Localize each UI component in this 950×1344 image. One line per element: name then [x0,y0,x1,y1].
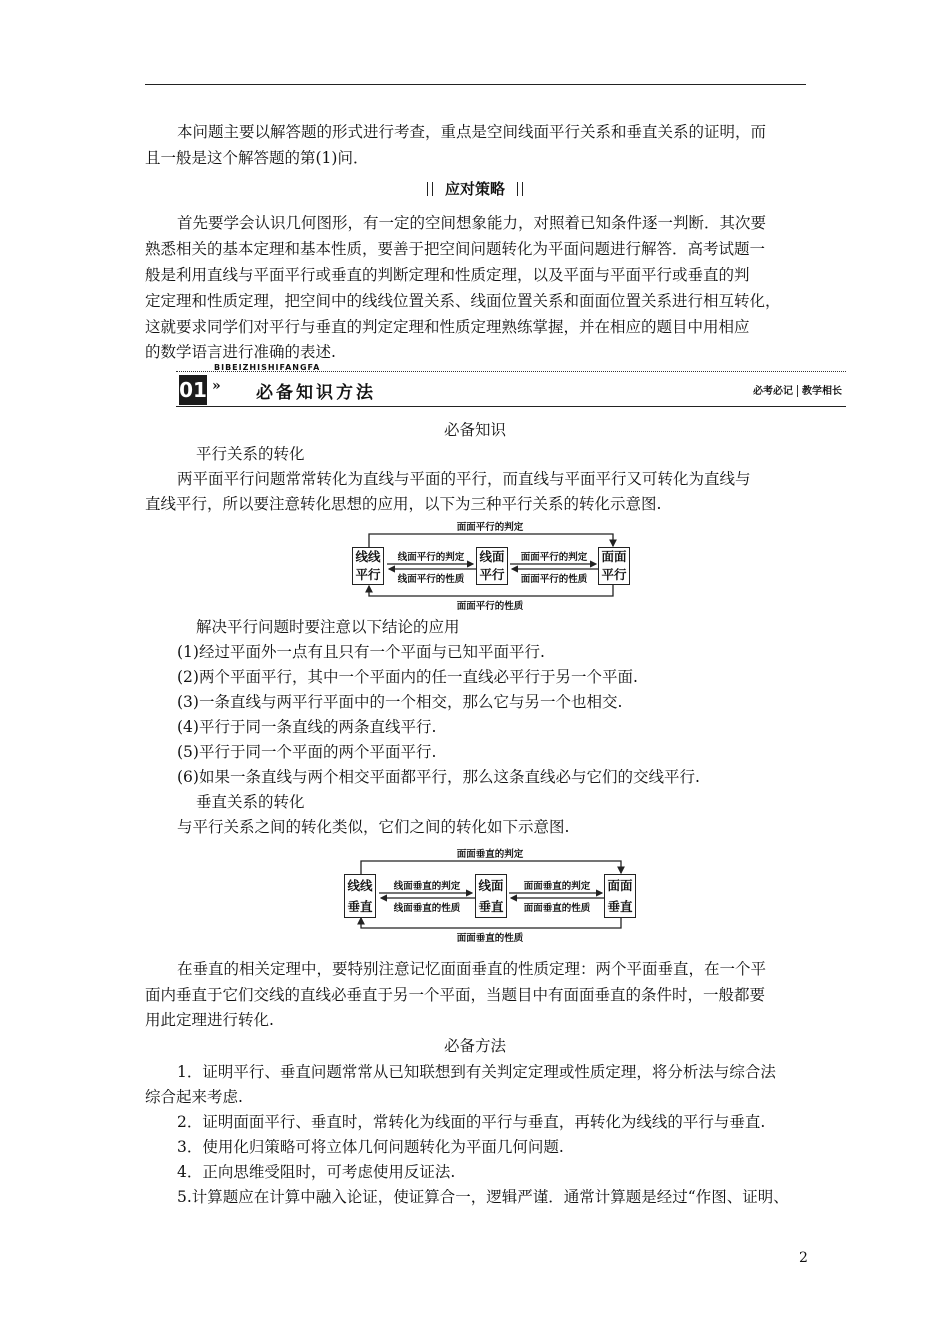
arrow-label: 面面平行的性质 [520,574,588,585]
diagram-box-plane-plane [604,874,636,918]
parallel-title: 平行关系的转化 [196,445,305,463]
strategy-line: 熟悉相关的基本定理和基本性质，要善于把空间问题转化为平面问题进行解答．高考试题一 [145,240,766,258]
strategy-line: 首先要学会认识几何图形，有一定的空间想象能力，对照着已知条件逐一判断．其次要 [177,214,767,232]
chevron-icon: » [212,378,221,394]
diagram-box-line-line [352,547,384,585]
banner-tag-left: 必考必记 [753,386,793,397]
parallel-diagram [340,519,640,612]
box-text: 线面 [479,549,505,564]
parallel-line-2: 直线平行，所以要注意转化思想的应用，以下为三种平行关系的转化示意图. [145,495,662,513]
box-text: 线线 [347,878,373,893]
arrow-label: 线面垂直的判定 [393,881,461,892]
perp-note-line: 面内垂直于它们交线的直线必垂直于另一个平面，当题目中有面面垂直的条件时，一般都要 [145,986,766,1004]
box-text: 面面 [607,878,633,893]
diagram-top-label: 面面平行的判定 [456,522,524,533]
diagram-bottom-label: 面面垂直的性质 [456,933,524,944]
arrow-label: 面面平行的判定 [520,552,588,563]
method-item: 5.计算题应在计算中融入论证，使证算合一，逻辑严谨．通常计算题是经过“作图、证明、 [177,1188,789,1206]
strategy-line: 的数学语言进行准确的表述. [145,343,336,361]
diagram-bottom-label: 面面平行的性质 [456,601,524,612]
page-number: 2 [799,1250,808,1266]
header-rule [145,84,806,85]
method-item: 综合起来考虑. [145,1088,243,1106]
box-text: 垂直 [347,899,373,914]
box-text: 平行 [479,567,505,582]
method-item: 3．使用化归策略可将立体几何问题转化为平面几何问题. [177,1138,564,1156]
strategy-heading-text: 应对策略 [444,180,505,198]
method-item: 1．证明平行、垂直问题常常从已知联想到有关判定定理或性质定理，将分析法与综合法 [177,1063,776,1081]
conclusions-intro: 解决平行问题时要注意以下结论的应用 [196,618,460,636]
box-text: 线线 [355,549,381,564]
arrow-label: 线面平行的性质 [397,574,465,585]
banner-title: 必备知识方法 [256,383,376,403]
banner-tags [753,382,842,397]
section-banner [176,363,846,408]
diagram-top-label: 面面垂直的判定 [456,849,524,860]
heading-bars-icon [427,182,433,196]
intro-line-1: 本问题主要以解答题的形式进行考查，重点是空间线面平行关系和垂直关系的证明，而 [177,123,767,141]
banner-underline [176,406,846,407]
diagram-box-plane-plane [598,547,630,585]
strategy-line: 这就要求同学们对平行与垂直的判定定理和性质定理熟练掌握，并在相应的题目中用相应 [145,318,750,336]
banner-tag-right: 教学相长 [802,386,842,397]
banner-number: 01 [179,375,207,405]
method-item: 4．正向思维受阻时，可考虑使用反证法. [177,1163,456,1181]
conclusion-item: (6)如果一条直线与两个相交平面都平行，那么这条直线必与它们的交线平行. [177,768,700,786]
diagram-box-line-plane [476,547,508,585]
strategy-line: 定定理和性质定理，把空间中的线线位置关系、线面位置关系和面面位置关系进行相互转化， [145,292,781,310]
conclusion-item: (4)平行于同一条直线的两条直线平行. [177,718,437,736]
arrow-label: 面面垂直的判定 [523,881,591,892]
conclusion-item: (2)两个平面平行，其中一个平面内的任一直线必平行于另一个平面. [177,668,638,686]
heading-bars-icon [517,182,523,196]
conclusion-item: (3)一条直线与两平行平面中的一个相交，那么它与另一个也相交. [177,693,623,711]
box-text: 平行 [355,567,381,582]
arrow-label: 线面平行的判定 [397,552,465,563]
methods-heading: 必备方法 [443,1037,506,1055]
banner-separator [797,385,798,397]
box-text: 面面 [601,549,627,564]
conclusion-item: (1)经过平面外一点有且只有一个平面与已知平面平行. [177,643,545,661]
box-text: 垂直 [607,899,633,914]
method-item: 2．证明面面平行、垂直时，常转化为线面的平行与垂直，再转化为线线的平行与垂直. [177,1113,766,1131]
box-text: 线面 [478,878,504,893]
strategy-heading [0,178,950,199]
box-text: 平行 [601,567,627,582]
box-text: 垂直 [478,899,504,914]
perpendicular-diagram [338,844,638,944]
perp-note-line: 在垂直的相关定理中，要特别注意记忆面面垂直的性质定理：两个平面垂直，在一个平 [177,960,767,978]
arrow-label: 线面垂直的性质 [393,903,461,914]
intro-line-2: 且一般是这个解答题的第(1)问． [145,149,369,167]
parallel-line-1: 两平面平行问题常常转化为直线与平面的平行，而直线与平面平行又可转化为直线与 [177,470,751,488]
banner-pinyin: BIBEIZHISHIFANGFA [214,363,321,372]
conclusion-item: (5)平行于同一个平面的两个平面平行. [177,743,437,761]
knowledge-heading: 必备知识 [443,421,506,439]
diagram-box-line-plane [475,874,507,918]
perp-note-line: 用此定理进行转化. [145,1011,274,1029]
perp-line: 与平行关系之间的转化类似，它们之间的转化如下示意图. [177,818,570,836]
diagram-box-line-line [344,874,376,918]
strategy-line: 般是利用直线与平面平行或垂直的判断定理和性质定理，以及平面与平面平行或垂直的判 [145,266,750,284]
arrow-label: 面面垂直的性质 [523,903,591,914]
perp-title: 垂直关系的转化 [196,793,305,811]
